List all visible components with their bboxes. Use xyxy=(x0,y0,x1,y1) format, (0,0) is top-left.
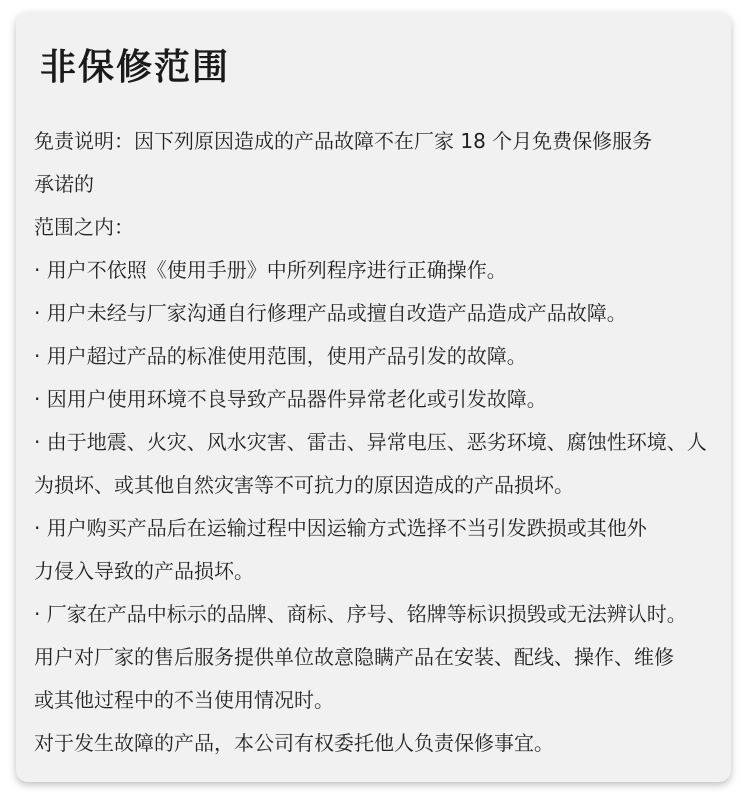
list-item: · 用户未经与厂家沟通自行修理产品或擅自改造产品造成产品故障。 xyxy=(34,301,627,325)
info-card xyxy=(16,12,731,782)
list-item: · 因用户使用环境不良导致产品器件异常老化或引发故障。 xyxy=(34,387,547,411)
list-item: · 用户不依照《使用手册》中所列程序进行正确操作。 xyxy=(34,258,507,282)
list-item-continuation: 为损坏、或其他自然灾害等不可抗力的原因造成的产品损坏。 xyxy=(34,473,574,497)
list-item: · 用户超过产品的标准使用范围，使用产品引发的故障。 xyxy=(34,344,527,368)
list-item-continuation: 力侵入导致的产品损坏。 xyxy=(34,559,254,583)
list-item: · 由于地震、火灾、风水灾害、雷击、异常电压、恶劣环境、腐蚀性环境、人 xyxy=(34,430,707,454)
text-line: 免责说明：因下列原因造成的产品故障不在厂家 18 个月免费保修服务 xyxy=(34,129,653,153)
closing-statement: 对于发生故障的产品，本公司有权委托他人负责保修事宜。 xyxy=(34,731,554,755)
body-text xyxy=(34,120,724,765)
page-title: 非保修范围 xyxy=(40,47,231,88)
list-item: · 用户购买产品后在运输过程中因运输方式选择不当引发跌损或其他外 xyxy=(34,516,647,540)
text-line: 承诺的 xyxy=(34,172,94,196)
text-line: 范围之内： xyxy=(34,215,134,239)
list-item: · 厂家在产品中标示的品牌、商标、序号、铭牌等标识损毁或无法辨认时。 xyxy=(34,602,687,626)
text-line: 或其他过程中的不当使用情况时。 xyxy=(34,688,334,712)
text-line: 用户对厂家的售后服务提供单位故意隐瞒产品在安装、配线、操作、维修 xyxy=(34,645,674,669)
